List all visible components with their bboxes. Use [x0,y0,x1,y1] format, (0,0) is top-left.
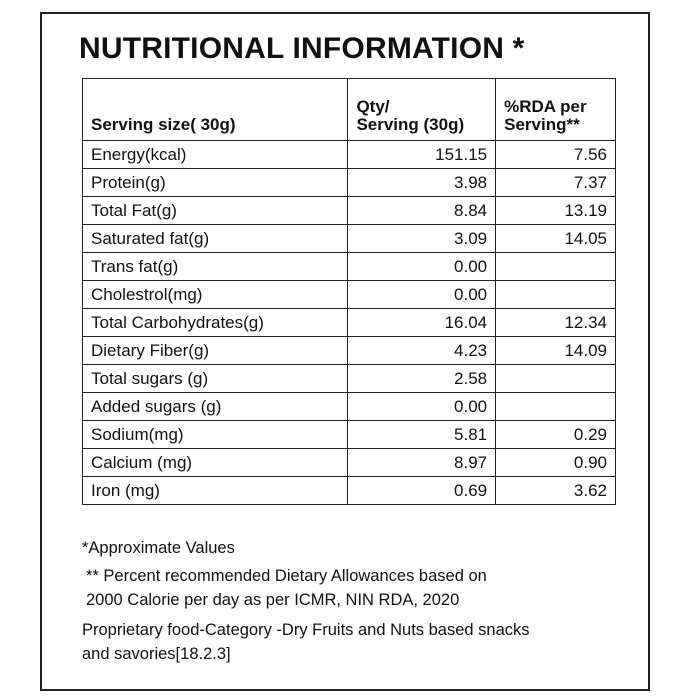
nutrient-name: Sodium(mg) [83,421,348,449]
rda-value: 12.34 [496,309,616,337]
rda-value: 7.37 [496,169,616,197]
rda-value: 14.09 [496,337,616,365]
label-frame [40,12,650,691]
rda-value [496,281,616,309]
rda-value: 7.56 [496,141,616,169]
note-rda-line-1: ** Percent recommended Dietary Allowances based on [86,567,487,585]
note-rda-line-2: 2000 Calorie per day as per ICMR, NIN RDA, 2020 [86,591,460,609]
qty-value: 0.00 [348,253,496,281]
header-qty-per-serving: Qty/ Serving (30g) [348,79,496,141]
table-row [83,169,616,197]
qty-value: 8.84 [348,197,496,225]
nutrient-name: Saturated fat(g) [83,225,348,253]
qty-value: 0.00 [348,393,496,421]
qty-value: 3.98 [348,169,496,197]
rda-value [496,393,616,421]
nutrient-name: Energy(kcal) [83,141,348,169]
nutrient-name: Calcium (mg) [83,449,348,477]
qty-value: 5.81 [348,421,496,449]
qty-value: 8.97 [348,449,496,477]
table-row [83,141,616,169]
nutrient-name: Cholestrol(mg) [83,281,348,309]
nutrient-name: Iron (mg) [83,477,348,505]
nutrient-name: Trans fat(g) [83,253,348,281]
qty-value: 4.23 [348,337,496,365]
table-row [83,253,616,281]
rda-value [496,365,616,393]
nutrition-table [82,78,616,505]
header-rda-per-serving: %RDA per Serving** [496,79,616,141]
table-row [83,309,616,337]
qty-value: 2.58 [348,365,496,393]
qty-value: 151.15 [348,141,496,169]
nutrient-name: Protein(g) [83,169,348,197]
label-title: NUTRITIONAL INFORMATION * [79,32,525,65]
table-row [83,449,616,477]
table-row [83,393,616,421]
rda-value: 0.29 [496,421,616,449]
footnotes [82,536,530,666]
qty-value: 3.09 [348,225,496,253]
nutrient-name: Dietary Fiber(g) [83,337,348,365]
header-serving-size: Serving size( 30g) [83,79,348,141]
nutrient-name: Total Fat(g) [83,197,348,225]
table-row [83,225,616,253]
table-row [83,365,616,393]
rda-value: 14.05 [496,225,616,253]
table-row [83,281,616,309]
table-row [83,421,616,449]
note-category-line-2: and savories[18.2.3] [82,645,231,663]
table-row [83,477,616,505]
table-row [83,337,616,365]
nutrient-name: Total sugars (g) [83,365,348,393]
rda-value: 0.90 [496,449,616,477]
rda-value: 13.19 [496,197,616,225]
note-category-line-1: Proprietary food-Category -Dry Fruits and Nuts based snacks [82,621,530,639]
table-header-row [83,79,616,141]
note-approximate: *Approximate Values [82,539,235,557]
qty-value: 16.04 [348,309,496,337]
qty-value: 0.69 [348,477,496,505]
nutrient-name: Added sugars (g) [83,393,348,421]
table-row [83,197,616,225]
qty-value: 0.00 [348,281,496,309]
rda-value: 3.62 [496,477,616,505]
nutrient-name: Total Carbohydrates(g) [83,309,348,337]
rda-value [496,253,616,281]
